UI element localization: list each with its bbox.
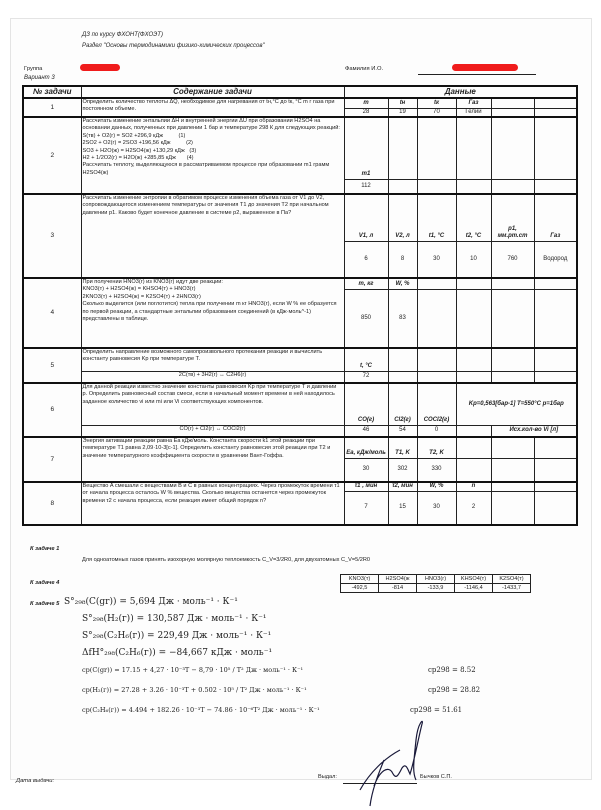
data-value: 19	[388, 108, 417, 117]
compound-header: HNO3(г)	[417, 575, 455, 584]
enthalpy-value: -492,5	[341, 584, 379, 593]
data-value: 330	[417, 458, 456, 482]
task-text: Рассчитать изменение энтропии в обратимом процессе изменения объема газа от V1 до V2, сопровождающегося изменением температуры от значения T1 до значения T2 при начальном давлении p1. Каково будет конечное давление в системе p2, выраженное в Па?	[82, 195, 329, 216]
data-label	[491, 117, 534, 179]
data-value: 15	[388, 491, 417, 525]
task-row-values	[23, 425, 577, 437]
task-number: 5	[23, 348, 81, 383]
data-label: t2, °C	[456, 194, 491, 241]
group-label: Группа	[24, 66, 43, 72]
data-value	[491, 371, 534, 383]
task-text: Вещество A смешали с веществами B и C в равных концентрациях. Через промежуток времени τ1 от начала процесса осталось W % вещества. Сколько вещества останется через промежуток времени τ2 с начала процесса, если реакция имеет общий порядок n?	[82, 483, 340, 504]
task-row	[23, 194, 577, 241]
thermo-formula: S°₂₉₈(C₂H₆(г)) = 229,49 Дж · моль⁻¹ · К⁻¹	[82, 631, 272, 641]
header-data: Данные	[344, 86, 577, 98]
note-task1-text: Для одноатомных газов принять изохорную молярную теплоемкость C_V=3/2R0, для двухатомных C_V=5/2R0	[82, 557, 371, 563]
task-row	[23, 98, 577, 108]
data-value: 30	[417, 491, 456, 525]
data-value: 0	[417, 425, 456, 437]
enthalpy-value: -814	[379, 584, 417, 593]
task-row	[23, 117, 577, 179]
data-value	[491, 289, 534, 348]
task-number: 6	[23, 383, 81, 437]
data-value	[388, 371, 417, 383]
thermo-formula: cp(C(gr)) = 17.15 + 4,27 · 10⁻³T − 8,79 · 10⁵ / T² Дж · моль⁻¹ · К⁻¹	[82, 666, 304, 674]
data-value: 6	[344, 241, 388, 278]
data-value	[534, 289, 577, 348]
thermo-formula: S°₂₉₈(C(gr)) = 5,694 Дж · моль⁻¹ · К⁻¹	[64, 597, 238, 607]
data-value	[417, 289, 456, 348]
data-label	[534, 348, 577, 371]
cp298-value: cp298 = 8.52	[428, 666, 476, 674]
equilibrium-conditions: Kp=0,563[бар-1] T=550°C p=1бар	[456, 383, 577, 425]
data-label: T2, K	[417, 437, 456, 458]
data-value	[534, 458, 577, 482]
enthalpy-value: -1146,4	[455, 584, 493, 593]
compound-header: KHSO4(т)	[455, 575, 493, 584]
data-value: 72	[344, 371, 388, 383]
task-content	[81, 194, 344, 278]
task-row	[23, 348, 577, 371]
data-label: n	[456, 482, 491, 491]
task-number: 1	[23, 98, 81, 117]
data-label: COCl2(г)	[417, 383, 456, 425]
data-label: Газ	[456, 98, 491, 108]
data-value: 10	[456, 241, 491, 278]
data-label	[417, 117, 456, 179]
data-label	[417, 348, 456, 371]
data-label: Ea, кДж/моль	[344, 437, 388, 458]
cp298-value: cp298 = 28.82	[428, 686, 481, 694]
data-label: W, %	[417, 482, 456, 491]
issuer-name: Бычков С.П.	[420, 774, 452, 780]
task-row	[23, 437, 577, 458]
data-label: V1, л	[344, 194, 388, 241]
issued-by-label: Выдал:	[318, 774, 337, 780]
thermo-formula: S°₂₉₈(H₂(г)) = 130,587 Дж · моль⁻¹ · К⁻¹	[82, 614, 267, 624]
task-row	[23, 383, 577, 425]
enthalpy-value: -1433,7	[493, 584, 531, 593]
task-text: Для данной реакции известно значение константы равновесия Kp при температуре T и давлении p. Определить равновесный состав смеси, если в начальный момент времени в ней находилось заданное количество νi или mi или Vi соответствующих компонентов.	[82, 384, 337, 405]
data-value	[417, 179, 456, 194]
reaction-equation: SO3 + H2O(ж) = H2SO4(ж) +130,29 кДж (3)	[82, 147, 197, 154]
reaction-equation: KNO3(т) + H2SO4(ж) = KHSO4(т) + HNO3(г)	[82, 286, 196, 293]
reaction-equation: 2KNO3(т) + H2SO4(ж) = K2SO4(т) + 2HNO3(г)	[82, 293, 201, 300]
task-content	[81, 482, 344, 525]
data-label: p1, мм.рт.ст	[491, 194, 534, 241]
data-label	[491, 98, 534, 108]
task-content	[81, 117, 344, 194]
name-label: Фамилия И.О.	[345, 66, 384, 72]
task-text: Энергия активации реакции равна Ea кДж/моль. Константа скорости k1 этой реакции при температуре T1 равна 2,09·10-3[с-1]. Определить константу равновесия этой реакции при T2 и значение температурного коэффициента скорости в уравнении Вант-Гоффа.	[82, 438, 331, 459]
thermo-formula: cp(C₂H₆(г)) = 4.494 + 182.26 · 10⁻³T − 74.86 · 10⁻⁶T² Дж · моль⁻¹ · К⁻¹	[82, 706, 320, 714]
data-value: 30	[344, 458, 388, 482]
reaction-equation: CO(г) + Cl2(г) ↔ COCl2(г)	[81, 425, 344, 437]
data-value: 83	[388, 289, 417, 348]
data-value	[417, 371, 456, 383]
data-value: 850	[344, 289, 388, 348]
data-label	[456, 348, 491, 371]
data-label	[417, 278, 456, 289]
data-value	[456, 179, 491, 194]
data-value	[491, 108, 534, 117]
note-task4-label: К задаче 4	[30, 580, 60, 586]
task-content	[81, 348, 344, 371]
compound-header: KNO3(т)	[341, 575, 379, 584]
data-label: t1, °C	[417, 194, 456, 241]
task-row	[23, 278, 577, 289]
data-label: τ1 , мин	[344, 482, 388, 491]
note-task1-label: К задаче 1	[30, 546, 60, 552]
data-label	[534, 482, 577, 491]
task-content	[81, 98, 344, 117]
data-label: Газ	[534, 194, 577, 241]
data-value: 112	[344, 179, 388, 194]
cp298-value: cp298 = 51.61	[410, 706, 463, 714]
header-task-number: № задачи	[23, 86, 81, 98]
data-value: Гелий	[456, 108, 491, 117]
reaction-equation: H2 + 1/2O2(г) = H2O(ж) +285,85 кДж (4)	[82, 155, 194, 162]
section-title: Раздел "Основы термодинамики физико-химических процессов"	[82, 43, 265, 49]
data-label	[388, 117, 417, 179]
compound-header: K2SO4(т)	[493, 575, 531, 584]
task-text-continued: Сколько выделится (или поглотится) тепла при получении m кг HNO3(г), если W % ее образуется по первой реакции, а стандартные энтальпии образования соединений (в кДж·моль^-1) представлены в таблице.	[82, 301, 337, 323]
variant-label: Вариант 3	[24, 75, 55, 81]
enthalpy-value: -133,9	[417, 584, 455, 593]
task-content	[81, 383, 344, 425]
reaction-equation: 2C(тв) + 3H2(г) ↔ C2H6(г)	[81, 371, 344, 383]
name-redaction	[452, 64, 518, 71]
data-value	[534, 371, 577, 383]
data-label	[534, 117, 577, 179]
data-label	[491, 437, 534, 458]
task-number: 8	[23, 482, 81, 525]
task-number: 7	[23, 437, 81, 482]
course-title: ДЗ по курсу ФХОНТ(ФХОЭТ)	[82, 32, 163, 38]
data-label: m	[344, 98, 388, 108]
data-label	[534, 98, 577, 108]
data-label	[388, 348, 417, 371]
issue-date-label: Дата выдачи:	[16, 778, 55, 784]
thermo-formula: ΔfH°₂₉₈(C₂H₆(г)) = −84,667 кДж · моль⁻¹	[82, 648, 273, 658]
data-value: 70	[417, 108, 456, 117]
task-number: 3	[23, 194, 81, 278]
data-label: CO(г)	[344, 383, 388, 425]
task-number: 4	[23, 278, 81, 348]
data-value: 2	[456, 491, 491, 525]
task-number: 2	[23, 117, 81, 194]
data-value	[534, 179, 577, 194]
data-label	[456, 278, 491, 289]
data-value: 302	[388, 458, 417, 482]
group-redaction	[80, 64, 120, 71]
data-value: 8	[388, 241, 417, 278]
reaction-equation: S(тв) + O2(г) = SO2 +296,9 кДж (1)	[82, 132, 186, 139]
data-value	[456, 371, 491, 383]
task-text: При получении HNO3(г) из KNO3(г) идут две реакции:	[82, 279, 223, 285]
enthalpy-table	[340, 574, 531, 593]
data-label: τ2, мин	[388, 482, 417, 491]
data-value	[456, 458, 491, 482]
task-text: Определить направление возможного самопроизвольного протекания реакции и вычислить константу равновесия Kp при температуре T.	[82, 349, 323, 363]
data-label: m1	[344, 117, 388, 179]
data-label: V2, л	[388, 194, 417, 241]
data-label: Cl2(г)	[388, 383, 417, 425]
signature	[340, 710, 440, 810]
data-value: 30	[417, 241, 456, 278]
task-text: Рассчитать изменение энтальпии ΔH и внутренней энергии ΔU при образовании H2SO4 на основании данных, полученных при давлении 1 бар и температуре 298 К для следующих реакций:	[82, 118, 340, 132]
task-text-continued: Рассчитать теплоту, выделяющуюся в рассматриваемом процессе при образовании m1 грамм H2SO4(ж)	[82, 162, 330, 176]
data-label	[534, 278, 577, 289]
data-label: tн	[388, 98, 417, 108]
data-value	[534, 108, 577, 117]
task-text: Определить количество теплоты ΔQ, необходимое для нагревания от tн,°С до tк, °С m г газа при постоянном объеме.	[82, 99, 335, 113]
data-value: 46	[344, 425, 388, 437]
data-label: m, кг	[344, 278, 388, 289]
data-label: t, °C	[344, 348, 388, 371]
data-label: tк	[417, 98, 456, 108]
data-label: W, %	[388, 278, 417, 289]
initial-amount-label: Исх.кол-во Vi [л]	[491, 425, 577, 437]
data-label	[456, 117, 491, 179]
tasks-table	[22, 85, 578, 526]
data-value	[534, 491, 577, 525]
note-task5-label: К задаче 5	[30, 601, 60, 607]
data-value	[388, 179, 417, 194]
data-label: T1, K	[388, 437, 417, 458]
task-row-values	[23, 371, 577, 383]
data-value	[491, 458, 534, 482]
data-value	[456, 425, 491, 437]
data-value	[491, 491, 534, 525]
task-content	[81, 278, 344, 348]
data-value: 7	[344, 491, 388, 525]
task-row	[23, 482, 577, 491]
compound-header: H2SO4(ж	[379, 575, 417, 584]
data-value: Водород	[534, 241, 577, 278]
data-value	[456, 289, 491, 348]
task-content	[81, 437, 344, 482]
data-label	[491, 278, 534, 289]
data-value: 28	[344, 108, 388, 117]
data-label	[491, 482, 534, 491]
data-label	[491, 348, 534, 371]
data-value	[491, 179, 534, 194]
name-underline	[418, 74, 536, 75]
header-task-content: Содержание задачи	[81, 86, 344, 98]
thermo-formula: cp(H₂(г)) = 27.28 + 3.26 · 10⁻³T + 0.502 · 10⁵ / T² Дж · моль⁻¹ · К⁻¹	[82, 686, 307, 694]
data-value: 760	[491, 241, 534, 278]
data-label	[534, 437, 577, 458]
data-label	[456, 437, 491, 458]
data-value: 54	[388, 425, 417, 437]
reaction-equation: 2SO2 + O2(г) = 2SO3 +196,56 кДж (2)	[82, 140, 193, 147]
